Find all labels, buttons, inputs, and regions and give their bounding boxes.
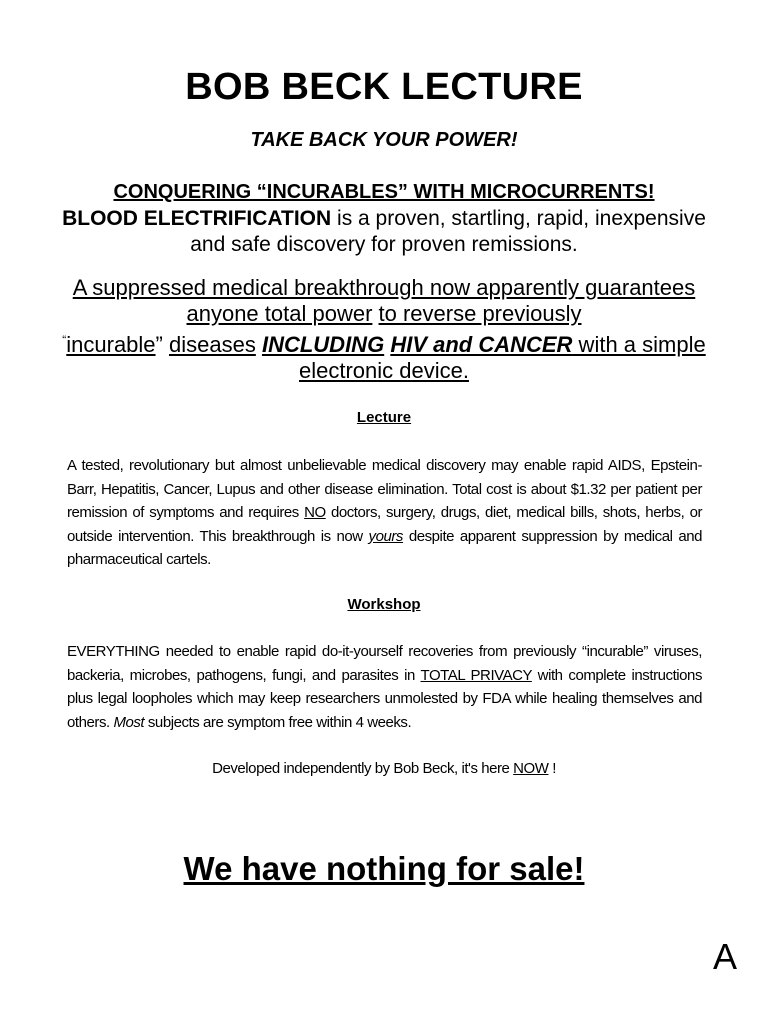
- breakthrough-paragraph: [60, 275, 708, 384]
- now-word: NOW: [513, 760, 549, 777]
- intro-bold: BLOOD ELECTRIFICATION: [62, 207, 332, 230]
- breakthrough-end: with a simple electronic device.: [299, 332, 706, 383]
- subtitle: TAKE BACK YOUR POWER!: [250, 129, 518, 151]
- close-quote: ”: [155, 332, 169, 357]
- workshop-text-a: EVERYTHING needed to enable rapid do-it-yourself recoveries from previously “incurable” viruses, backeria, microbes, pathogens, fungi, and parasites in: [67, 643, 702, 684]
- intro-rest: is a proven, startling, rapid, inexpensive and safe discovery for proven remissions.: [190, 207, 706, 256]
- workshop-paragraph: [67, 640, 702, 734]
- total-privacy-words: TOTAL PRIVACY: [420, 666, 532, 684]
- breakthrough-part1: A suppressed medical breakthrough now apparently guarantees anyone total power: [72, 275, 696, 326]
- page-title: BOB BECK LECTURE: [185, 66, 583, 108]
- open-quote: “: [62, 333, 67, 347]
- lecture-text-c: despite apparent suppression by medical and pharmaceutical cartels.: [67, 527, 702, 568]
- hiv-cancer-words: HIV and CANCER: [390, 332, 573, 357]
- including-word: INCLUDING: [261, 332, 385, 357]
- most-word: Most: [113, 713, 145, 731]
- no-sale-banner: We have nothing for sale!: [183, 850, 585, 887]
- developed-end: !: [548, 760, 556, 777]
- corner-letter: A: [713, 936, 738, 977]
- workshop-heading: Workshop: [347, 596, 421, 613]
- yours-word: yours: [368, 527, 403, 545]
- intro-paragraph: [60, 206, 708, 258]
- workshop-text-c: subjects are symptom free within 4 weeks.: [144, 713, 412, 731]
- diseases-word: diseases: [169, 332, 256, 357]
- incurable-word: incurable: [66, 332, 156, 357]
- lecture-heading: Lecture: [356, 409, 412, 426]
- breakthrough-part3: to reverse previously: [378, 301, 582, 326]
- no-word: NO: [304, 504, 326, 521]
- headline: CONQUERING “INCURABLES” WITH MICROCURRENTS!: [113, 181, 655, 203]
- workshop-text-b: with complete instructions plus legal loopholes which may keep researchers unmolested by FDA while healing themselves and others.: [67, 666, 702, 731]
- developed-text: Developed independently by Bob Beck, it's here: [212, 760, 514, 777]
- lecture-text-b: doctors, surgery, drugs, diet, medical bills, shots, herbs, or outside intervention. This breakthrough is now: [67, 504, 703, 545]
- developed-line: [0, 760, 768, 777]
- lecture-text-a: A tested, revolutionary but almost unbelievable medical discovery may enable rapid AIDS, Epstein-Barr, Hepatitis, Cancer, Lupus and other disease elimination. Total cost is about $1.32 per patient per remission of symptoms and requires: [67, 457, 702, 521]
- lecture-paragraph: [67, 454, 702, 572]
